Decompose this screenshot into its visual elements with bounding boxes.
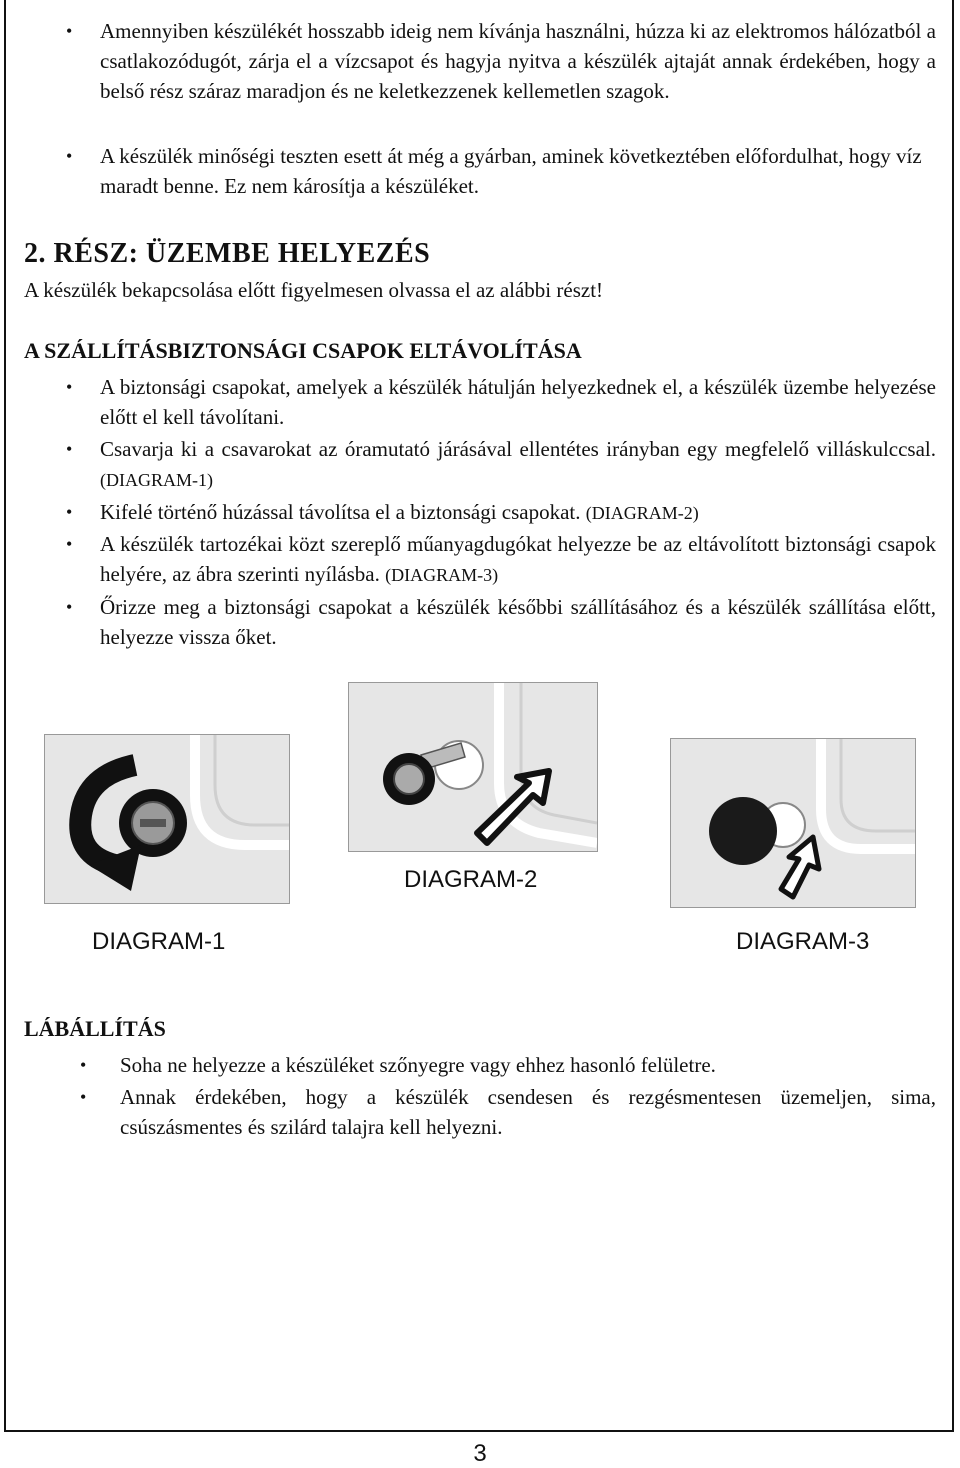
bullet-icon: • xyxy=(66,439,73,459)
diagram-ref: (DIAGRAM-3) xyxy=(385,565,499,585)
transit-title: A SZÁLLÍTÁSBIZTONSÁGI CSAPOK ELTÁVOLÍTÁSA xyxy=(24,338,582,363)
transit-item-4 xyxy=(100,529,936,590)
transit-item-1 xyxy=(100,372,936,432)
diagram-ref: (DIAGRAM-2) xyxy=(585,503,699,523)
transit-item-5 xyxy=(100,592,936,652)
page-number: 3 xyxy=(473,1440,487,1467)
diagram-3-illustration xyxy=(671,739,915,907)
bullet-icon: • xyxy=(66,534,73,554)
diagram-2-caption: DIAGRAM-2 xyxy=(404,866,538,893)
feet-title: LÁBÁLLÍTÁS xyxy=(24,1016,166,1041)
diagram-3-caption: DIAGRAM-3 xyxy=(736,928,870,955)
diagram-2-image xyxy=(348,682,598,852)
bullet-icon: • xyxy=(66,377,73,397)
transit-item-1-text: A biztonsági csapokat, amelyek a készülék hátulján helyezkednek el, a készülék üzembe helyezése előtt el kell távolítani. xyxy=(100,375,936,429)
bullet-icon: • xyxy=(66,597,73,617)
transit-item-4-text: A készülék tartozékai közt szereplő műanyagdugókat helyezze be az eltávolított biztonsági csapok helyére, az ábra szerinti nyílásba. xyxy=(100,532,936,586)
intro-item-2-text: A készülék minőségi teszten esett át még a gyárban, aminek következtében előfordulhat, hogy víz maradt benne. Ez nem károsítja a készüléket. xyxy=(100,144,922,198)
bullet-icon: • xyxy=(66,502,73,522)
bullet-icon: • xyxy=(80,1055,87,1075)
intro-item-1: Amennyiben készülékét hosszabb ideig nem kívánja használni, húzza ki az elektromos hálózatból a csatlakozódugót, zárja el a vízcsapot és hagyja nyitva a készülék ajtaját annak érdekében, hogy a belső rész száraz maradjon és ne keletkezzenek kellemetlen szagok. xyxy=(100,19,936,103)
diagram-3-image xyxy=(670,738,916,908)
section-title: 2. RÉSZ: ÜZEMBE HELYEZÉS xyxy=(24,238,431,269)
intro-item-2 xyxy=(100,141,930,201)
transit-item-2 xyxy=(100,434,936,495)
transit-item-2-text: Csavarja ki a csavarokat az óramutató járásával ellentétes irányban egy megfelelő villáskulccsal. xyxy=(100,437,936,461)
diagram-1-caption: DIAGRAM-1 xyxy=(92,928,226,955)
bullet-icon: • xyxy=(66,21,73,41)
transit-item-5-text: Őrizze meg a biztonsági csapokat a készülék későbbi szállításához és a készülék szállítása előtt, helyezze vissza őket. xyxy=(100,595,936,649)
section-subtitle: A készülék bekapcsolása előtt figyelmesen olvassa el az alábbi részt! xyxy=(24,278,604,302)
feet-item-1: Soha ne helyezze a készüléket szőnyegre vagy ehhez hasonló felületre. xyxy=(120,1053,716,1077)
bullet-icon: • xyxy=(80,1087,87,1107)
feet-item-2: Annak érdekében, hogy a készülék csendesen és rezgésmentesen üzemeljen, sima, csúszásmentes és szilárd talajra kell helyezni. xyxy=(120,1085,936,1139)
diagram-2-illustration xyxy=(349,683,597,851)
transit-item-3 xyxy=(100,497,936,528)
diagram-1-image xyxy=(44,734,290,904)
bullet-icon: • xyxy=(66,146,73,166)
diagram-ref: (DIAGRAM-1) xyxy=(100,470,213,490)
transit-item-3-text: Kifelé történő húzással távolítsa el a biztonsági csapokat. xyxy=(100,500,581,524)
diagram-1-illustration xyxy=(45,735,289,903)
